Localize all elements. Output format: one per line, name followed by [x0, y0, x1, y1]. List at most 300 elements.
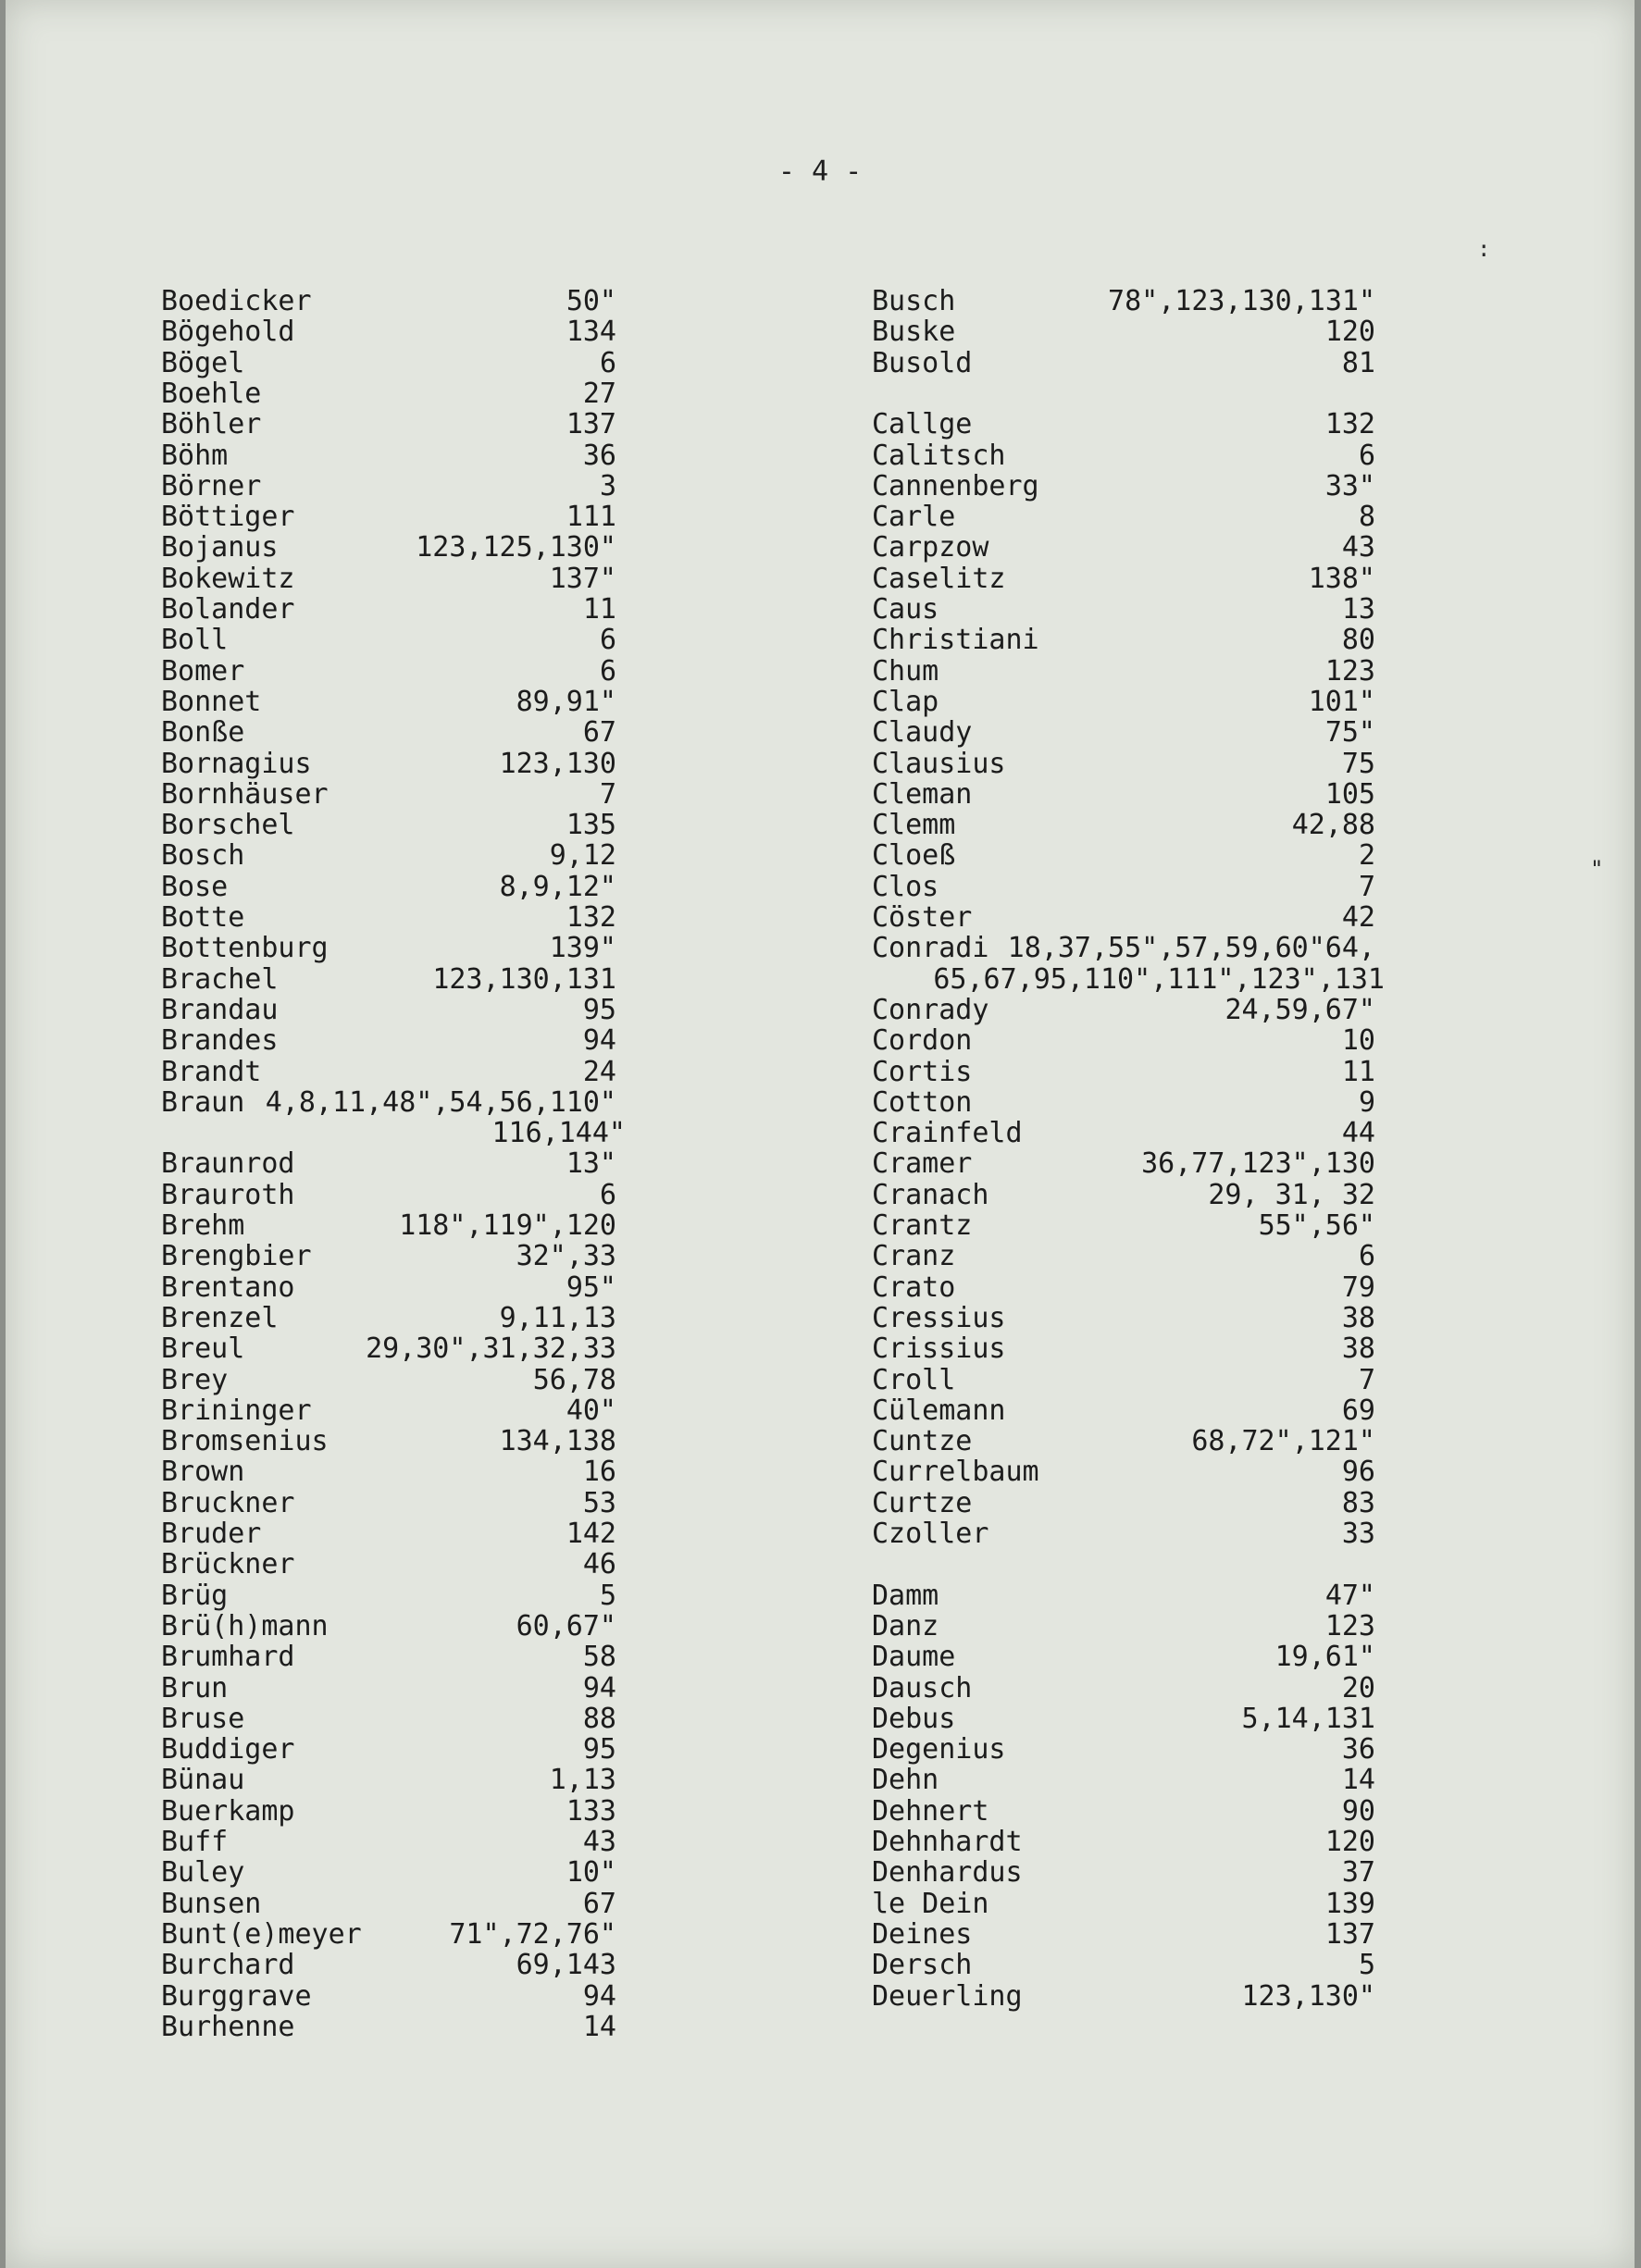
entry-pages: 118",119",120	[399, 1209, 616, 1242]
entry-name: Callge	[872, 408, 973, 441]
index-entry	[872, 1241, 1505, 1272]
entry-pages-continuation: 116,144"	[491, 1117, 626, 1150]
entry-name: le Dein	[872, 1887, 989, 1920]
margin-speck: "	[1590, 856, 1604, 882]
entry-pages: 68,72",121"	[1191, 1425, 1375, 1458]
entry-pages: 120	[1324, 316, 1375, 349]
index-entry	[872, 1272, 1505, 1304]
entry-pages: 42	[1341, 901, 1375, 934]
entry-name: Buerkamp	[161, 1794, 295, 1828]
entry-pages: 75	[1341, 747, 1375, 780]
index-entry	[161, 409, 746, 440]
index-entry	[872, 409, 1505, 440]
entry-name: Chum	[872, 654, 939, 688]
index-entry	[161, 933, 746, 964]
index-entry	[872, 1827, 1505, 1858]
index-entry	[161, 1025, 746, 1057]
entry-name: Carpzow	[872, 531, 989, 564]
entry-name: Bögehold	[161, 316, 295, 349]
entry-name: Dersch	[872, 1949, 973, 1982]
index-entry	[872, 995, 1505, 1026]
entry-name: Breul	[161, 1332, 245, 1366]
entry-name: Brey	[161, 1363, 229, 1396]
entry-name: Börner	[161, 469, 262, 502]
entry-pages: 8	[1358, 501, 1375, 534]
entry-pages: 5	[1358, 1949, 1375, 1982]
index-entry	[872, 1087, 1505, 1119]
entry-name: Clemm	[872, 809, 956, 842]
entry-pages: 105	[1324, 777, 1375, 811]
entry-pages: 123,130	[499, 747, 616, 780]
index-entry	[872, 1919, 1505, 1951]
index-entry	[872, 1426, 1505, 1457]
entry-pages: 7	[1358, 870, 1375, 903]
entry-name: Brehm	[161, 1209, 245, 1242]
index-entry	[872, 1642, 1505, 1673]
index-entry	[872, 1365, 1505, 1396]
index-entry	[161, 286, 746, 317]
index-entry	[872, 902, 1505, 934]
document-page	[6, 0, 1635, 2268]
entry-name: Bornagius	[161, 747, 312, 780]
entry-name: Cloeß	[872, 839, 956, 873]
index-entry	[872, 1796, 1505, 1828]
entry-name: Brachel	[161, 962, 279, 996]
entry-pages: 38	[1341, 1332, 1375, 1366]
index-entry	[161, 1272, 746, 1304]
entry-name: Claudy	[872, 716, 973, 750]
entry-pages: 40"	[566, 1394, 616, 1427]
index-entry	[161, 594, 746, 626]
entry-name: Bottenburg	[161, 932, 329, 965]
entry-name: Deuerling	[872, 1979, 1023, 2013]
index-entry	[872, 779, 1505, 811]
entry-name: Brandes	[161, 1024, 279, 1058]
entry-pages: 19,61"	[1274, 1641, 1375, 1674]
entry-pages: 78",123,130,131"	[1108, 285, 1375, 317]
entry-pages: 9,11,13	[499, 1301, 616, 1334]
entry-pages: 139"	[549, 932, 616, 965]
entry-pages: 135	[566, 809, 616, 842]
entry-name: Bokewitz	[161, 562, 295, 595]
entry-name: Currelbaum	[872, 1456, 1039, 1489]
entry-name: Bunt(e)meyer	[161, 1917, 362, 1951]
entry-pages: 9	[1358, 1085, 1375, 1119]
index-entry	[161, 625, 746, 656]
entry-pages: 96	[1341, 1456, 1375, 1489]
index-entry	[872, 1981, 1505, 2013]
entry-pages: 16	[582, 1456, 616, 1489]
entry-pages: 60,67"	[516, 1609, 616, 1642]
entry-name: Buley	[161, 1856, 245, 1890]
entry-pages: 6	[1358, 1240, 1375, 1273]
index-entry	[872, 687, 1505, 718]
entry-pages: 13"	[566, 1147, 616, 1181]
entry-pages: 123,125,130"	[416, 531, 616, 564]
entry-pages: 81	[1341, 346, 1375, 379]
entry-pages: 132	[1324, 408, 1375, 441]
index-entry	[872, 717, 1505, 749]
entry-pages: 4,8,11,48",54,56,110"	[265, 1085, 616, 1119]
entry-name: Brown	[161, 1456, 245, 1489]
entry-pages: 6	[599, 346, 616, 379]
entry-pages: 6	[599, 1178, 616, 1211]
entry-pages: 75"	[1324, 716, 1375, 750]
index-entry	[872, 933, 1505, 964]
entry-name: Dausch	[872, 1671, 973, 1704]
index-entry	[161, 1365, 746, 1396]
index-entry	[872, 1518, 1505, 1550]
entry-name: Cöster	[872, 901, 973, 934]
entry-name: Brauroth	[161, 1178, 295, 1211]
index-entry	[161, 471, 746, 502]
entry-name: Debus	[872, 1702, 956, 1735]
entry-pages: 36,77,123",130	[1141, 1147, 1375, 1181]
index-entry	[872, 564, 1505, 595]
entry-pages: 67	[582, 716, 616, 750]
index-entry	[872, 1180, 1505, 1211]
entry-pages: 89,91"	[516, 685, 616, 718]
entry-name: Bose	[161, 870, 229, 903]
entry-pages: 90	[1341, 1794, 1375, 1828]
entry-name: Bromsenius	[161, 1425, 329, 1458]
entry-name: Crato	[872, 1270, 956, 1304]
entry-pages: 53	[582, 1486, 616, 1519]
entry-pages: 111	[566, 501, 616, 534]
entry-name: Böttiger	[161, 501, 295, 534]
index-entry	[161, 532, 746, 564]
index-entry	[872, 502, 1505, 533]
entry-pages: 11	[1341, 1055, 1375, 1088]
entry-name: Boehle	[161, 377, 262, 410]
entry-name: Bomer	[161, 654, 245, 688]
entry-pages: 5,14,131	[1241, 1702, 1375, 1735]
entry-name: Bornhäuser	[161, 777, 329, 811]
entry-name: Braunrod	[161, 1147, 295, 1181]
entry-name: Bögel	[161, 346, 245, 379]
entry-name: Cranz	[872, 1240, 956, 1273]
entry-pages: 137"	[549, 562, 616, 595]
entry-pages: 37	[1341, 1856, 1375, 1890]
entry-pages: 47"	[1324, 1579, 1375, 1612]
entry-pages: 3	[599, 469, 616, 502]
entry-name: Brü(h)mann	[161, 1609, 329, 1642]
entry-pages: 142	[566, 1518, 616, 1550]
index-entry	[872, 1303, 1505, 1334]
entry-pages: 36	[1341, 1733, 1375, 1766]
entry-name: Buff	[161, 1826, 229, 1858]
entry-pages: 138"	[1308, 562, 1375, 595]
index-entry	[872, 1333, 1505, 1365]
index-entry	[161, 810, 746, 841]
entry-pages: 123,130,131	[432, 962, 616, 996]
index-entry	[872, 810, 1505, 841]
entry-name: Carle	[872, 501, 956, 534]
entry-pages: 58	[582, 1641, 616, 1674]
index-entry	[872, 1734, 1505, 1766]
entry-pages: 95"	[566, 1270, 616, 1304]
entry-pages: 139	[1324, 1887, 1375, 1920]
entry-pages: 69,143	[516, 1949, 616, 1982]
index-entry	[872, 348, 1505, 379]
index-entry	[161, 872, 746, 903]
index-entry	[161, 995, 746, 1026]
entry-name: Clap	[872, 685, 939, 718]
entry-pages: 123	[1324, 1609, 1375, 1642]
index-entry	[872, 1765, 1505, 1796]
index-entry	[161, 1518, 746, 1550]
entry-pages: 55",56"	[1258, 1209, 1375, 1242]
entry-name: Brun	[161, 1671, 229, 1704]
entry-name: Conradi	[872, 932, 989, 965]
index-entry	[161, 502, 746, 533]
index-entry	[872, 656, 1505, 688]
entry-pages: 6	[1358, 439, 1375, 472]
index-entry	[872, 1857, 1505, 1889]
entry-pages: 1,13	[549, 1764, 616, 1797]
entry-name: Brandt	[161, 1055, 262, 1088]
index-entry	[872, 1889, 1505, 1920]
entry-name: Bunsen	[161, 1887, 262, 1920]
index-entry	[161, 1950, 746, 1981]
entry-name: Clos	[872, 870, 939, 903]
index-entry	[161, 840, 746, 872]
index-entry	[161, 1488, 746, 1519]
entry-name: Crainfeld	[872, 1117, 1023, 1150]
entry-pages: 43	[1341, 531, 1375, 564]
entry-name: Deines	[872, 1917, 973, 1951]
entry-pages: 50"	[566, 285, 616, 317]
index-entry	[872, 1704, 1505, 1735]
index-entry	[161, 1426, 746, 1457]
entry-name: Clausius	[872, 747, 1006, 780]
index-entry	[161, 1333, 746, 1365]
entry-name: Dehn	[872, 1764, 939, 1797]
index-entry	[161, 779, 746, 811]
index-entry	[161, 1087, 746, 1119]
entry-pages-continuation: 65,67,95,110",111",123",131	[933, 962, 1385, 996]
index-entry	[161, 316, 746, 348]
index-entry	[161, 348, 746, 379]
entry-pages: 36	[582, 439, 616, 472]
entry-name: Brückner	[161, 1548, 295, 1581]
index-entry	[161, 1796, 746, 1828]
entry-name: Cleman	[872, 777, 973, 811]
entry-name: Crissius	[872, 1332, 1006, 1366]
entry-name: Bonße	[161, 716, 245, 750]
entry-pages: 133	[566, 1794, 616, 1828]
index-entry	[161, 902, 746, 934]
index-entry	[872, 840, 1505, 872]
entry-name: Bruse	[161, 1702, 245, 1735]
entry-pages: 14	[582, 2010, 616, 2043]
index-entry	[161, 1303, 746, 1334]
index-entry	[872, 1210, 1505, 1242]
index-entry	[161, 1456, 746, 1488]
index-entry	[872, 471, 1505, 502]
entry-pages: 42,88	[1291, 809, 1375, 842]
entry-name: Brenzel	[161, 1301, 279, 1334]
entry-name: Calitsch	[872, 439, 1006, 472]
entry-name: Burggrave	[161, 1979, 312, 2013]
index-entry	[161, 1148, 746, 1180]
entry-name: Böhler	[161, 408, 262, 441]
index-entry	[161, 2012, 746, 2043]
index-entry	[161, 1642, 746, 1673]
entry-name: Curtze	[872, 1486, 973, 1519]
entry-pages: 123,130"	[1241, 1979, 1375, 2013]
entry-name: Cordon	[872, 1024, 973, 1058]
entry-name: Caselitz	[872, 562, 1006, 595]
entry-pages: 32",33	[516, 1240, 616, 1273]
index-entry	[161, 656, 746, 688]
index-entry	[161, 1889, 746, 1920]
entry-name: Bruder	[161, 1518, 262, 1550]
entry-name: Conrady	[872, 993, 989, 1026]
entry-name: Brentano	[161, 1270, 295, 1304]
entry-pages: 33"	[1324, 469, 1375, 502]
index-entry	[872, 1611, 1505, 1642]
index-entry	[872, 872, 1505, 903]
page-number: - 4 -	[777, 155, 863, 188]
index-entry	[161, 378, 746, 410]
entry-pages: 67	[582, 1887, 616, 1920]
index-entry	[161, 1673, 746, 1704]
index-entry	[872, 1950, 1505, 1981]
entry-pages: 101"	[1308, 685, 1375, 718]
entry-name: Bosch	[161, 839, 245, 873]
entry-name: Croll	[872, 1363, 956, 1396]
entry-pages: 88	[582, 1702, 616, 1735]
entry-name: Crantz	[872, 1209, 973, 1242]
entry-name: Busch	[872, 285, 956, 317]
entry-name: Cortis	[872, 1055, 973, 1088]
entry-pages: 24	[582, 1055, 616, 1088]
index-entry	[161, 1241, 746, 1272]
index-entry	[872, 1395, 1505, 1427]
entry-name: Caus	[872, 593, 939, 626]
entry-pages: 8,9,12"	[499, 870, 616, 903]
entry-name: Buddiger	[161, 1733, 295, 1766]
entry-name: Busold	[872, 346, 973, 379]
index-entry	[872, 594, 1505, 626]
entry-pages: 137	[566, 408, 616, 441]
entry-name: Bolander	[161, 593, 295, 626]
entry-name: Boedicker	[161, 285, 312, 317]
entry-name: Bünau	[161, 1764, 245, 1797]
entry-name: Brandau	[161, 993, 279, 1026]
entry-pages: 18,37,55",57,59,60"64,	[1007, 932, 1375, 965]
index-entry	[161, 1765, 746, 1796]
entry-name: Cannenberg	[872, 469, 1039, 502]
entry-pages: 7	[599, 777, 616, 811]
entry-pages: 134,138	[499, 1425, 616, 1458]
entry-pages: 10	[1341, 1024, 1375, 1058]
index-entry	[161, 1919, 746, 1951]
entry-pages: 14	[1341, 1764, 1375, 1797]
margin-speck: :	[1477, 236, 1491, 262]
entry-pages: 95	[582, 993, 616, 1026]
index-entry	[872, 286, 1505, 317]
entry-name: Cramer	[872, 1147, 973, 1181]
entry-name: Brüg	[161, 1579, 229, 1612]
entry-pages: 11	[582, 593, 616, 626]
index-entry	[872, 1456, 1505, 1488]
entry-pages: 6	[599, 624, 616, 657]
entry-name: Burhenne	[161, 2010, 295, 2043]
entry-pages: 94	[582, 1671, 616, 1704]
entry-pages: 71",72,76"	[449, 1917, 616, 1951]
entry-pages: 83	[1341, 1486, 1375, 1519]
entry-pages: 43	[582, 1826, 616, 1858]
index-entry	[872, 440, 1505, 472]
entry-pages: 7	[1358, 1363, 1375, 1396]
index-entry	[161, 687, 746, 718]
entry-pages: 29,30",31,32,33	[366, 1332, 616, 1366]
entry-name: Böhm	[161, 439, 229, 472]
entry-pages: 123	[1324, 654, 1375, 688]
entry-name: Damm	[872, 1579, 939, 1612]
index-entry	[161, 1180, 746, 1211]
entry-pages: 24,59,67"	[1225, 993, 1375, 1026]
entry-name: Brumhard	[161, 1641, 295, 1674]
entry-name: Dehnert	[872, 1794, 989, 1828]
entry-pages: 13	[1341, 593, 1375, 626]
index-entry	[161, 964, 746, 996]
entry-name: Bruckner	[161, 1486, 295, 1519]
entry-name: Danz	[872, 1609, 939, 1642]
index-entry	[872, 1488, 1505, 1519]
entry-pages: 94	[582, 1979, 616, 2013]
index-entry	[161, 1734, 746, 1766]
entry-name: Czoller	[872, 1518, 989, 1550]
entry-name: Christiani	[872, 624, 1039, 657]
entry-name: Cranach	[872, 1178, 989, 1211]
entry-name: Cuntze	[872, 1425, 973, 1458]
entry-pages: 6	[599, 654, 616, 688]
entry-name: Braun	[161, 1085, 245, 1119]
entry-name: Brininger	[161, 1394, 312, 1427]
entry-pages: 120	[1324, 1826, 1375, 1858]
entry-pages: 56,78	[532, 1363, 616, 1396]
index-entry	[161, 717, 746, 749]
entry-name: Degenius	[872, 1733, 1006, 1766]
entry-name: Cülemann	[872, 1394, 1006, 1427]
index-entry	[161, 1580, 746, 1612]
entry-pages: 9,12	[549, 839, 616, 873]
entry-pages: 2	[1358, 839, 1375, 873]
index-entry	[872, 1580, 1505, 1612]
index-entry	[161, 1395, 746, 1427]
index-entry	[872, 1118, 1505, 1149]
index-entry	[872, 625, 1505, 656]
entry-name: Buske	[872, 316, 956, 349]
entry-name: Cressius	[872, 1301, 1006, 1334]
index-entry	[161, 749, 746, 780]
entry-name: Borschel	[161, 809, 295, 842]
entry-name: Boll	[161, 624, 229, 657]
entry-name: Daume	[872, 1641, 956, 1674]
index-entry	[161, 1827, 746, 1858]
entry-pages: 44	[1341, 1117, 1375, 1150]
entry-pages: 29, 31, 32	[1208, 1178, 1375, 1211]
index-entry	[161, 1611, 746, 1642]
entry-pages: 79	[1341, 1270, 1375, 1304]
index-entry	[161, 1057, 746, 1088]
entry-name: Botte	[161, 901, 245, 934]
entry-pages: 69	[1341, 1394, 1375, 1427]
entry-name: Brengbier	[161, 1240, 312, 1273]
